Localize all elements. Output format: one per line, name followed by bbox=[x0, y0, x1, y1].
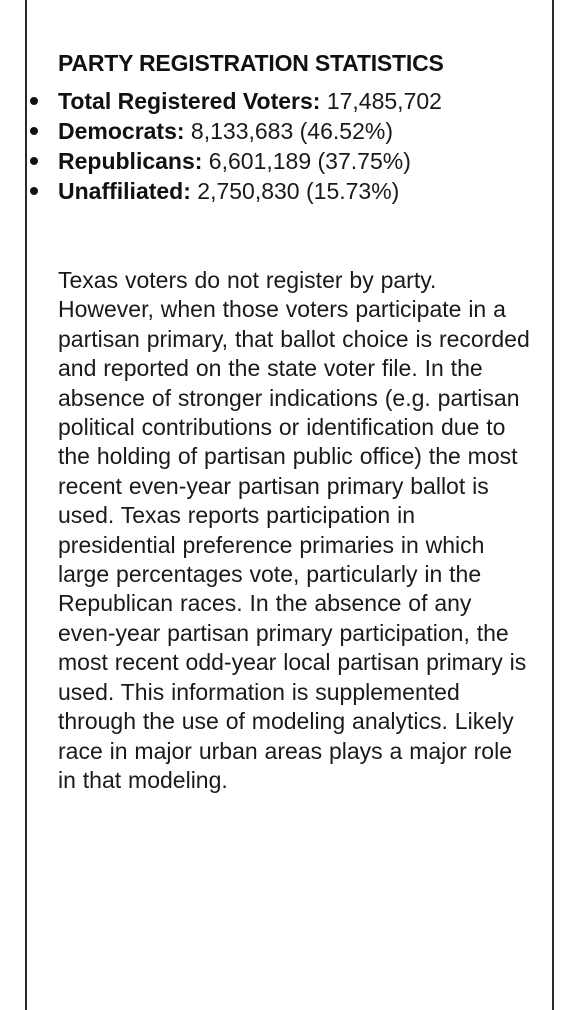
stat-value: 6,601,189 (37.75%) bbox=[202, 148, 411, 174]
stat-label: Republicans: bbox=[58, 148, 203, 174]
stat-label: Total Registered Voters: bbox=[58, 88, 321, 114]
stat-item-unaffiliated bbox=[30, 176, 442, 206]
bullet-icon bbox=[30, 127, 38, 135]
stat-value: 2,750,830 (15.73%) bbox=[190, 178, 400, 204]
stat-item-total bbox=[30, 86, 442, 116]
stats-list bbox=[30, 86, 442, 206]
bullet-icon bbox=[30, 187, 38, 195]
explanation-paragraph: Texas voters do not register by party. However, when those voters participate in a partisan primary, that ballot choice is recorded and reported on the state voter file. In the absence of stronger indications (e.g. partisan political contributions or identification due to the holding of partisan public office) the most recent even-year partisan primary ballot is used. Texas reports participation in presidential preference primaries in which large percentages vote, particularly in the Republican races. In the absence of any even-year partisan primary participation, the most recent odd-year local partisan primary is used. This information is supplemented through the use of modeling analytics. Likely race in major urban areas plays a major role in that modeling. bbox=[58, 267, 530, 793]
bullet-icon bbox=[30, 97, 38, 105]
stat-item-democrats bbox=[30, 116, 442, 146]
stat-label: Democrats: bbox=[58, 118, 185, 144]
section-heading: PARTY REGISTRATION STATISTICS bbox=[58, 50, 444, 76]
stat-value: 17,485,702 bbox=[320, 88, 442, 114]
stat-item-republicans bbox=[30, 146, 442, 176]
bullet-icon bbox=[30, 157, 38, 165]
stat-value: 8,133,683 (46.52%) bbox=[184, 118, 393, 144]
stat-label: Unaffiliated: bbox=[58, 178, 191, 204]
